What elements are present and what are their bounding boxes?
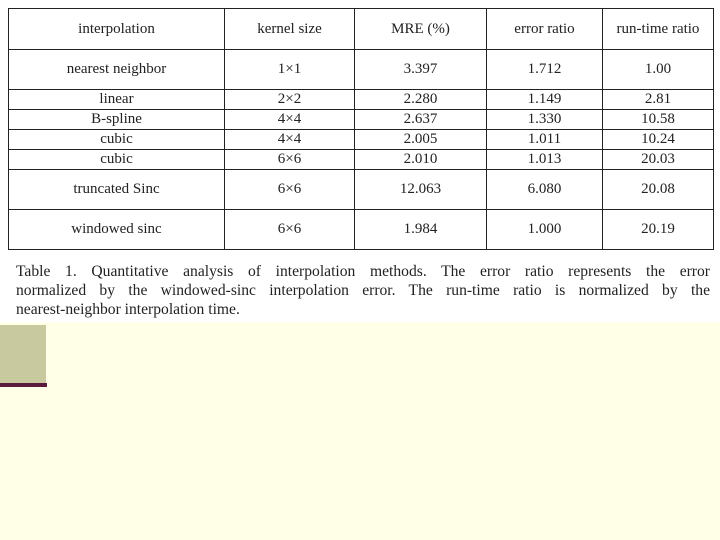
cell-method: nearest neighbor [9, 50, 225, 90]
header-mre: MRE (%) [355, 9, 487, 50]
cell-error-ratio: 1.011 [487, 130, 603, 150]
decorative-accent-square [0, 325, 46, 383]
cell-kernel: 4×4 [225, 110, 355, 130]
cell-mre: 12.063 [355, 170, 487, 210]
header-error-ratio: error ratio [487, 9, 603, 50]
cell-mre: 2.280 [355, 90, 487, 110]
table-row [9, 110, 714, 130]
cell-method: windowed sinc [9, 210, 225, 250]
table-caption [16, 262, 710, 319]
cell-kernel: 6×6 [225, 150, 355, 170]
table-row [9, 170, 714, 210]
cell-kernel: 6×6 [225, 210, 355, 250]
cell-kernel: 6×6 [225, 170, 355, 210]
cell-mre: 2.005 [355, 130, 487, 150]
table-row [9, 150, 714, 170]
table-row [9, 130, 714, 150]
cell-method: truncated Sinc [9, 170, 225, 210]
table-header-row [9, 9, 714, 50]
cell-kernel: 2×2 [225, 90, 355, 110]
header-runtime-ratio: run-time ratio [603, 9, 714, 50]
cell-runtime-ratio: 20.08 [603, 170, 714, 210]
cell-method: linear [9, 90, 225, 110]
table-row [9, 90, 714, 110]
cell-runtime-ratio: 1.00 [603, 50, 714, 90]
cell-mre: 2.010 [355, 150, 487, 170]
cell-error-ratio: 1.149 [487, 90, 603, 110]
header-kernel-size: kernel size [225, 9, 355, 50]
cell-error-ratio: 1.712 [487, 50, 603, 90]
cell-mre: 1.984 [355, 210, 487, 250]
table-row [9, 210, 714, 250]
cell-error-ratio: 1.013 [487, 150, 603, 170]
cell-mre: 3.397 [355, 50, 487, 90]
cell-method: cubic [9, 130, 225, 150]
cell-error-ratio: 1.000 [487, 210, 603, 250]
cell-method: B-spline [9, 110, 225, 130]
table-row [9, 50, 714, 90]
cell-error-ratio: 1.330 [487, 110, 603, 130]
decorative-accent-rule [0, 383, 47, 387]
cell-runtime-ratio: 10.58 [603, 110, 714, 130]
cell-runtime-ratio: 20.19 [603, 210, 714, 250]
cell-error-ratio: 6.080 [487, 170, 603, 210]
interpolation-results-table [8, 8, 714, 250]
cell-runtime-ratio: 10.24 [603, 130, 714, 150]
cell-kernel: 1×1 [225, 50, 355, 90]
caption-line: nearest-neighbor interpolation time. [16, 301, 240, 318]
cell-mre: 2.637 [355, 110, 487, 130]
header-interpolation: interpolation [9, 9, 225, 50]
cell-method: cubic [9, 150, 225, 170]
cell-kernel: 4×4 [225, 130, 355, 150]
cell-runtime-ratio: 20.03 [603, 150, 714, 170]
cell-runtime-ratio: 2.81 [603, 90, 714, 110]
caption-line: normalized by the windowed-sinc interpolation error. The run-time ratio is normalized by the [16, 282, 710, 299]
caption-line: Table 1. Quantitative analysis of interpolation methods. The error ratio represents the error [16, 263, 710, 280]
